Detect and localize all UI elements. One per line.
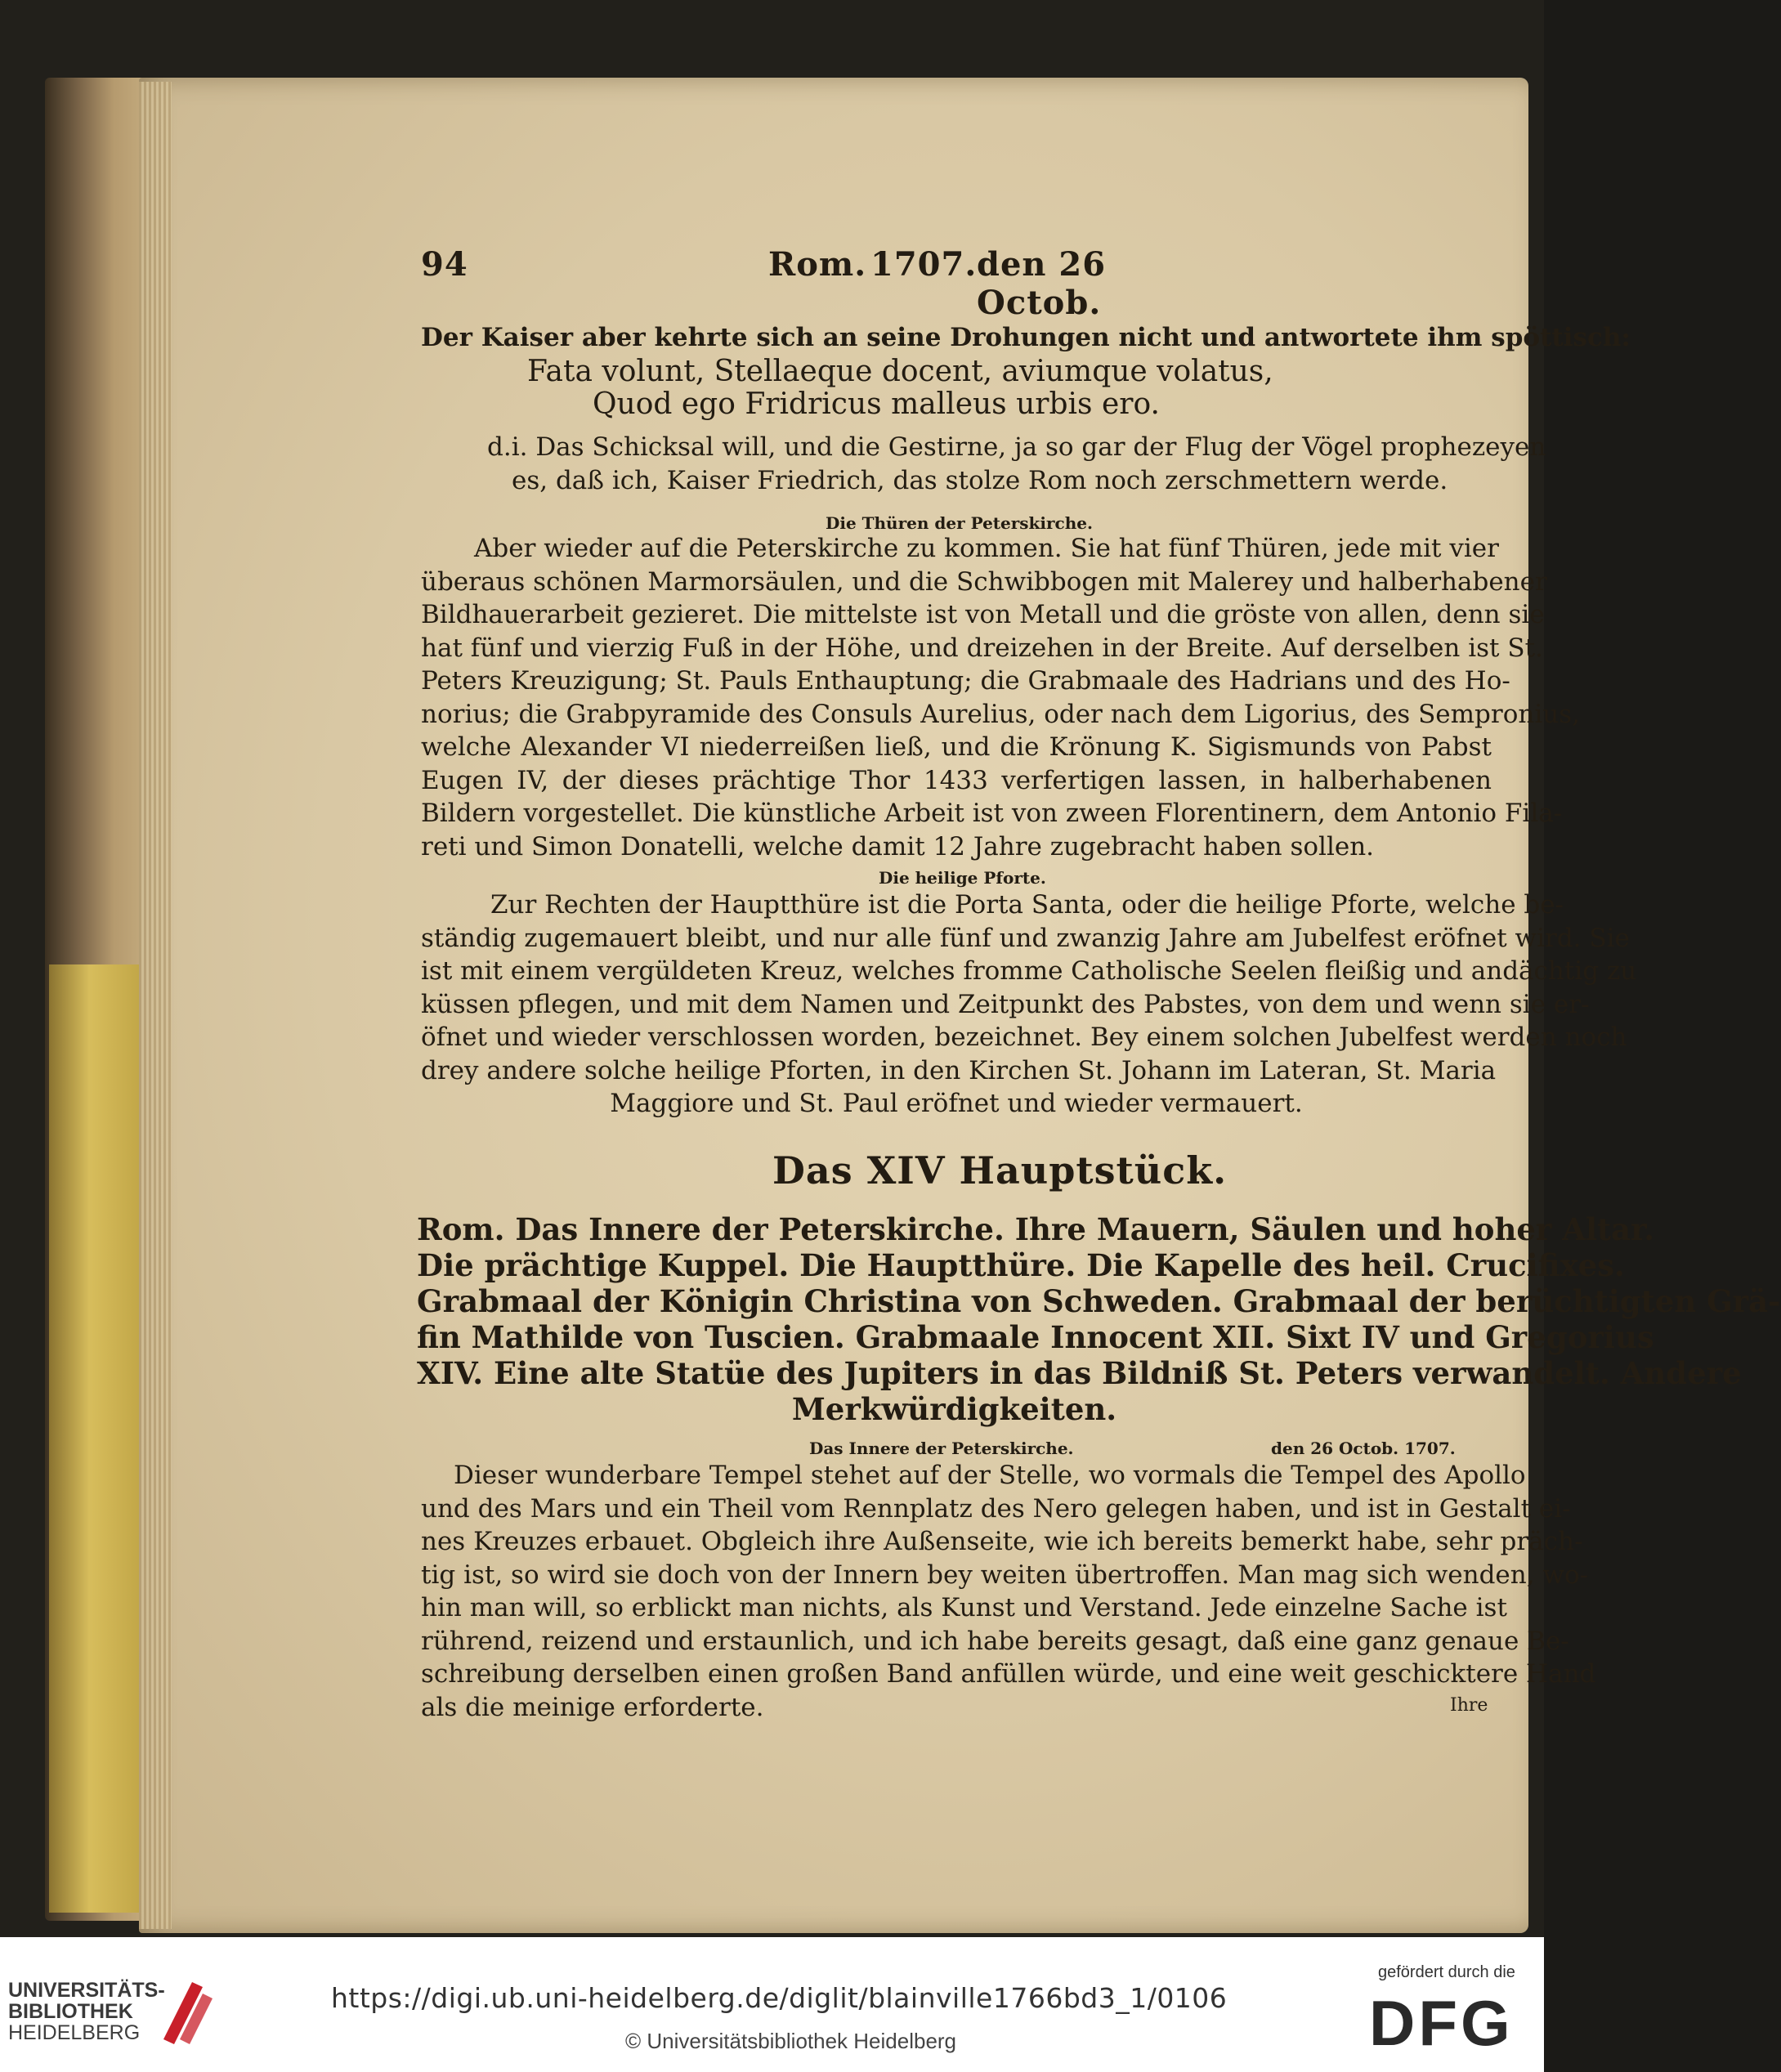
translation-line: d.i. Das Schicksal will, und die Gestirne, ja so gar der Flug der Vögel prophezeyen <box>487 432 1546 462</box>
copyright-notice: © Universitätsbibliothek Heidelberg <box>625 2029 957 2053</box>
summary-line: Rom. Das Innere der Peterskirche. Ihre Mauern, Säulen und hoher Altar. <box>417 1211 1655 1247</box>
text-line: Bildern vorgestellet. Die künstliche Arbeit ist von zween Florentinern, dem Antonio Fila- <box>421 799 1563 828</box>
section-caption-doors: Die Thüren der Peterskirche. <box>826 513 1093 533</box>
text-line: hin man will, so erblickt man nichts, als Kunst und Verstand. Jede einzelne Sache ist <box>421 1593 1507 1622</box>
page-stack-edge <box>139 82 172 1929</box>
book-cover-edge <box>49 964 139 1913</box>
summary-line: Die prächtige Kuppel. Die Hauptthüre. Die Kapelle des heil. Crucifixes. <box>417 1247 1625 1283</box>
text-line: norius; die Grabpyramide des Consuls Aurelius, oder nach dem Ligorius, des Sempronius, <box>421 699 1580 729</box>
text-line: schreibung derselben einen großen Band anfüllen würde, und eine weit geschicktere Hand <box>421 1659 1596 1689</box>
section-doors-text <box>421 532 1580 863</box>
text-line: ständig zugemauert bleibt, und nur alle fünf und zwanzig Jahre am Jubelfest eröfnet wird. Sie <box>421 923 1630 953</box>
running-head <box>421 245 1193 322</box>
translation-line: es, daß ich, Kaiser Friedrich, das stolze Rom noch zerschmettern werde. <box>512 465 1448 495</box>
text-line: tig ist, so wird sie doch von der Innern bey weiten übertroffen. Man mag sich wenden, wo- <box>421 1560 1589 1590</box>
text-line: Eugen IV, der dieses prächtige Thor 1433 verfertigen lassen, in halberhabenen <box>421 765 1492 795</box>
text-line: hat fünf und vierzig Fuß in der Höhe, und dreizehen in der Breite. Auf derselben ist St. <box>421 633 1543 663</box>
sponsor-caption: gefördert durch die <box>1378 1963 1515 1981</box>
summary-line: fin Mathilde von Tuscien. Grabmaale Innocent XII. Sixt IV und Gregorius <box>417 1319 1654 1355</box>
section-caption-holy-door: Die heilige Pforte. <box>879 868 1046 888</box>
text-line: Maggiore und St. Paul eröfnet und wieder vermauert. <box>610 1089 1303 1118</box>
viewer-footer <box>0 1937 1544 2072</box>
section-interior-text <box>421 1459 1596 1724</box>
permalink-url[interactable]: https://digi.ub.uni-heidelberg.de/diglit/blainville1766bd3_1/0106 <box>331 1982 1228 2014</box>
library-emblem-icon <box>155 1974 221 2047</box>
page-number: 94 <box>421 245 468 284</box>
text-line: rührend, reizend und erstaunlich, und ich habe bereits gesagt, daß eine ganz genaue Be- <box>421 1626 1569 1656</box>
summary-line: Grabmaal der Königin Christina von Schweden. Grabmaal der berüchtigten Grä- <box>417 1283 1781 1319</box>
text-line: drey andere solche heilige Pforten, in den Kirchen St. Johann im Lateran, St. Maria <box>421 1055 1497 1085</box>
text-line: Aber wieder auf die Peterskirche zu kommen. Sie hat fünf Thüren, jede mit vier <box>474 534 1499 563</box>
library-name-line: HEIDELBERG <box>8 2021 141 2044</box>
library-name-line: UNIVERSITÄTS- <box>8 1979 165 2002</box>
chapter-summary <box>417 1211 1781 1427</box>
intro-line <box>421 321 1631 355</box>
text-line: Bildhauerarbeit gezieret. Die mittelste ist von Metall und die gröste von allen, denn sie <box>421 600 1545 629</box>
summary-line: Merkwürdigkeiten. <box>791 1391 1117 1427</box>
library-logo[interactable] <box>8 1980 165 2043</box>
section-holy-door-text <box>421 888 1637 1121</box>
text-line: als die meinige erforderte. <box>421 1692 764 1722</box>
chapter-title: Das XIV Hauptstück. <box>772 1148 1228 1193</box>
text-line: nes Kreuzes erbauet. Obgleich ihre Außenseite, wie ich bereits bemerkt habe, sehr präch- <box>421 1527 1583 1556</box>
library-name-line: BIBLIOTHEK <box>8 2000 133 2023</box>
catchword: Ihre <box>1450 1695 1488 1716</box>
dfg-logo[interactable]: DFG <box>1369 1987 1514 2059</box>
running-head-place: Rom. <box>768 245 867 284</box>
text-line: Peters Kreuzigung; St. Pauls Enthauptung; die Grabmaale des Hadrians und des Ho- <box>421 666 1510 696</box>
text-line: ist mit einem vergüldeten Kreuz, welches fromme Catholische Seelen fleißig und andächtig zu <box>421 956 1637 986</box>
text-line: welche Alexander VI niederreißen ließ, und die Krönung K. Sigismunds von Pabst <box>421 732 1492 762</box>
text-line: Dieser wunderbare Tempel stehet auf der Stelle, wo vormals die Tempel des Apollo <box>454 1461 1526 1490</box>
text-line: küssen pflegen, und mit dem Namen und Zeitpunkt des Pabstes, von dem und wenn sie er- <box>421 989 1590 1019</box>
intro-sentence: Der Kaiser aber kehrte sich an seine Drohungen nicht und antwortete ihm spöttisch: <box>421 323 1631 352</box>
text-line: überaus schönen Marmorsäulen, und die Schwibbogen mit Malerey und halberhabener <box>421 566 1547 597</box>
text-line: reti und Simon Donatelli, welche damit 12 Jahre zugebracht haben sollen. <box>421 831 1375 861</box>
section-date-interior: den 26 Octob. 1707. <box>1271 1439 1456 1458</box>
text-line: und des Mars und ein Theil vom Rennplatz des Nero gelegen haben, und ist in Gestalt ei- <box>421 1493 1571 1524</box>
summary-line: XIV. Eine alte Statüe des Jupiters in das Bildniß St. Peters verwandelt. Andere <box>417 1355 1742 1391</box>
verse-translation <box>487 431 1546 497</box>
text-line: Zur Rechten der Hauptthüre ist die Porta Santa, oder die heilige Pforte, welche be- <box>490 890 1564 920</box>
text-line: öfnet und wieder verschlossen worden, bezeichnet. Bey einem solchen Jubelfest werden noch <box>421 1023 1627 1052</box>
running-head-date: den 26 Octob. <box>977 245 1107 322</box>
section-caption-interior: Das Innere der Peterskirche. <box>809 1439 1074 1458</box>
latin-verse-2: Quod ego Fridricus malleus urbis ero. <box>593 387 1160 421</box>
latin-verse-1: Fata volunt, Stellaeque docent, aviumque volatus, <box>527 355 1273 388</box>
running-head-year: 1707. <box>870 245 978 284</box>
